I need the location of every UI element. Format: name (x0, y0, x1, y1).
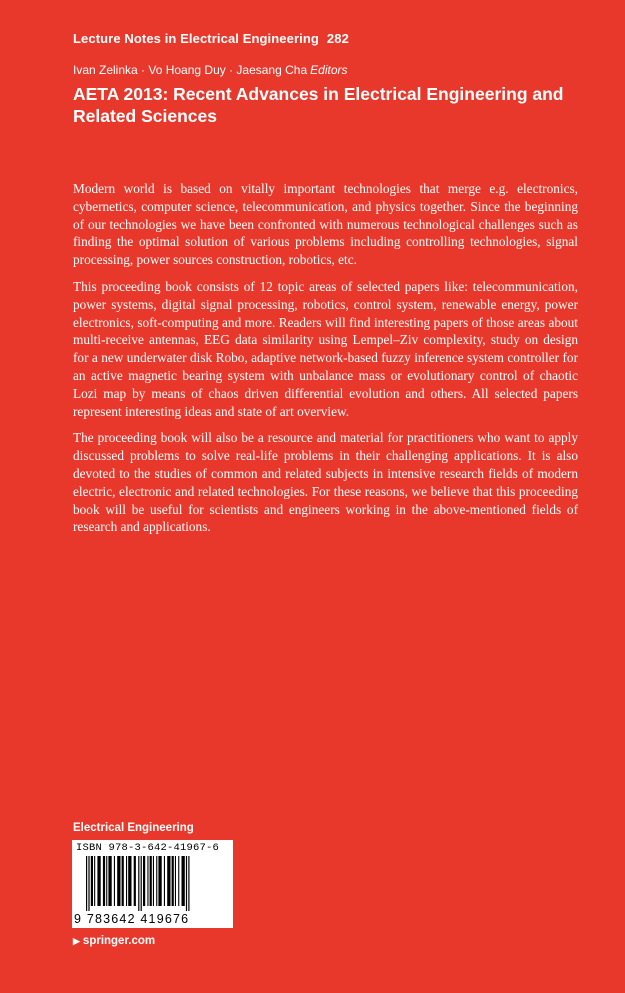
barcode-bar (91, 856, 93, 906)
barcode-bar (156, 856, 157, 906)
publisher-url: springer.com (82, 935, 156, 947)
book-title: AETA 2013: Recent Advances in Electrical Engineering and Related Sciences (73, 84, 564, 126)
barcode-bar (88, 856, 89, 911)
barcode-bar (172, 856, 174, 906)
barcode-bar (141, 856, 142, 911)
description (73, 180, 578, 545)
barcode-bar (150, 856, 152, 906)
description-paragraph-3: The proceeding book will also be a resource and material for practitioners who want to apply discussed problems to solve real-life problems in their challenging applications. It is also devoted to the studies of common and related subjects in intensive research fields of modern electric, electronic and related technologies. For these reasons, we believe that this proceeding book will be useful for scientists and engineers working in the above-mentioned fields of research and applications. (73, 430, 578, 535)
barcode-bar (117, 856, 120, 906)
barcode-bar (153, 856, 154, 906)
subject-category: Electrical Engineering (73, 822, 194, 834)
series-name: Lecture Notes in Electrical Engineering (73, 31, 319, 46)
barcode-bar (128, 856, 131, 906)
description-paragraph-2: This proceeding book consists of 12 topic areas of selected papers like: telecommunication, power systems, digital signal processing, robotics, control system, renewable energy, power electronics, soft-computing and more. Readers will find interesting papers of those areas about multi-receive antennas, EEG data similarity using Lempel–Ziv complexity, study on design for a new underwater disk Robo, adaptive network-based fuzzy inference system controller for an active magnetic bearing system with unbalance mass or evolutionary control of chaotic Lozi map by means of chaos driven differential evolution and others. All selected papers represent interesting ideas and state of art overview. (73, 278, 578, 419)
barcode-digits: 9 783642 419676 (74, 912, 190, 926)
isbn-label: ISBN 978-3-642-41967-6 (76, 842, 220, 854)
publisher-link[interactable] (73, 935, 155, 947)
barcode-bar (182, 856, 185, 906)
isbn-barcode (72, 840, 233, 928)
barcode-bar (186, 856, 187, 911)
barcode-bar (167, 856, 170, 906)
series-volume: 282 (326, 31, 349, 46)
barcode-bar (126, 856, 127, 906)
barcode-bar (134, 856, 136, 906)
barcode-bar (188, 856, 189, 911)
barcode-bars (84, 856, 224, 911)
barcode-bar (97, 856, 100, 906)
barcode-bar (108, 856, 111, 906)
barcode-bar (114, 856, 115, 906)
barcode-bar (122, 856, 124, 906)
barcode-bar (178, 856, 179, 906)
editor-names: Ivan Zelinka · Vo Hoang Duy · Jaesang Cha (73, 63, 308, 77)
barcode-bar (147, 856, 148, 906)
barcode-bar (138, 856, 139, 911)
series-line (73, 31, 349, 46)
triangle-right-icon: ▶ (73, 936, 80, 946)
barcode-bar (94, 856, 95, 906)
barcode-bar (106, 856, 107, 906)
barcode-bar (164, 856, 165, 906)
barcode-bar (143, 856, 145, 906)
editors-line (73, 63, 348, 77)
description-paragraph-1: Modern world is based on vitally important technologies that merge e.g. electronics, cybernetics, computer science, telecommunication, and physics together. Since the beginning of our technologies we have been confronted with numerous technological challenges such as finding the optimal solution of various problems including controlling technologies, signal processing, power sources construction, robotics, etc. (73, 181, 578, 268)
barcode-bar (175, 856, 176, 906)
barcode-bar (158, 856, 161, 906)
editors-role: Editors (310, 63, 348, 77)
barcode-bar (86, 856, 87, 911)
barcode-bar (103, 856, 105, 906)
